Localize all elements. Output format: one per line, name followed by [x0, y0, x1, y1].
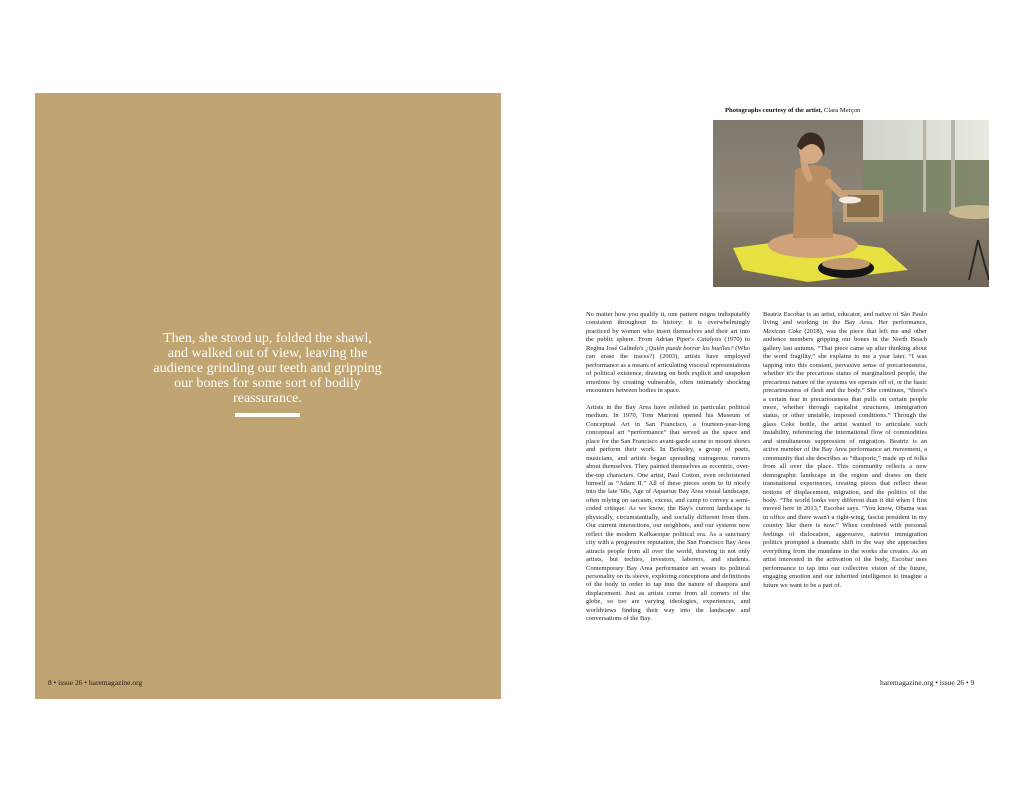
artwork-title: Mexican Coke: [763, 327, 802, 335]
artwork-title: ¿Quién puede borrar las huellas?: [645, 344, 734, 352]
photo-credit: [725, 107, 860, 114]
article-column-2: [763, 311, 927, 598]
pull-quote-line: and walked out of view, leaving the: [167, 346, 368, 361]
pull-quote-line: audience grinding our teeth and gripping: [153, 361, 382, 376]
page-folio-right: haremagazine.org • issue 26 • 9: [880, 678, 975, 687]
pull-quote-divider: [235, 413, 300, 417]
pull-quote-line: our bones for some sort of bodily: [174, 376, 361, 391]
article-paragraph: Artists in the Bay Area have relished in particular political medium. In 1970, Tom Marioni opened his Museum of Conceptual Art in San Francisco, a fourteen-year-long conceptual art “performance” that served as the space and place for the San Francisco avant-garde scene to mount shows and perform their work. In Berkeley, a group of poets, musicians, and artists began spreading outrageous rumors about themselves. They painted themselves as eccentric, over-the-top characters. One artist, Paul Cotton, even rechristened himself as “Adam II.” All of these pieces seem to fit nicely into the late '60s, Age of Aquarius Bay Area visual landscape, often relying on sarcasm, excess, and camp to convey a semi-coded critique. As we know, the Bay's current landscape is physically, circumstantially, and socially different from then. Our current interactions, our neighbors, and our systems now reflect the modern Kafkaesque political era. As a sanctuary city with a progressive reputation, the San Francisco Bay Area attracts people from all over the world, drawing in not only artists, but techies, investors, laborers, and students. Contemporary Bay Area performance art wears its political personality on its sleeve, exploring conceptions and definitions of the body in order to tap into the nature of diaspora and displacement. Just as artists come from all corners of the globe, so too are varying ideologies, experiences, and worldviews finding their way into the landscape and conversations of the Bay.: [586, 403, 750, 623]
article-paragraph: [586, 311, 750, 396]
text-run: (2018), was the piece that left me and other audience members gripping our bones in the North Beach gallery last autumn. “That piece came up after thinking about the word fragility,” she explains to me a year later. “I was tapping into this constant, pervasive sense of precariousness, whether it's the precarious status of marginalized people, the precarious nature of the systems we operate off of, or the basic precariousness of flesh and the body.” She continues, “there's a certain fear in precariousness that pulls on certain people more, whether through capitalist structures, immigration status, or other unstable, imposed conditions.” Through the glass Coke bottle, the artist wanted to articulate such instability, referencing the international flow of commodities and simultaneous suppression of migration. Beatriz is an active member of the Bay Area performance art movement, a community that she describes as “diasporic,” made up of folks from all over the place. This community reflects a new demographic landscape in the region and draws on their transnational experiences, creating pieces that reflect these notions of displacement, migration, and the politics of the body. “The world looks very different than it did when I first moved here in 2013,” Escobar says. “You know, Obama was in office and there wasn't a right-wing, fascist president in my country like there is now.” When combined with personal feelings of dislocation, aggressive, nativist immigration politics prompted a dramatic shift in the way she approaches everything from the mundane to the works she creates. As an artist interested in the activation of the body, Escobar uses performance to tap into our collective vision of the future, engaging emotion and our inherited intelligence to imagine a future we want to be a part of.: [763, 327, 927, 589]
photo-credit-label: Photographs courtesy of the artist,: [725, 107, 823, 114]
article-column-1: [586, 311, 750, 632]
text-run: (1970) to Regina José Galindo's: [586, 336, 750, 352]
pull-quote: [125, 331, 410, 406]
article-paragraph: [763, 311, 927, 590]
pull-quote-line: Then, she stood up, folded the shawl,: [163, 331, 372, 346]
text-run: No matter how you qualify it, one pattern reigns indisputably consistent throughout its history: it is overwhelmingly practiced by women who insert themselves and their art into the public sphere. From Adrian Piper's: [586, 311, 750, 344]
text-run: (Who can erase the traces?) (2003), artists have employed performance as a means of articulating visceral representations of political existence, drawing on both explicit and unspoken emotions by creating vulnerable, often intimately shocking encounters between bodies in space.: [586, 344, 750, 395]
photo-credit-name: Clara Merçon: [823, 107, 861, 114]
photo-performer-eating-image: [713, 120, 989, 287]
text-run: Beatriz Escobar is an artist, educator, and native of São Paulo living and working in the Bay Area. Her performance,: [763, 311, 927, 327]
artwork-title: Catalysis: [697, 336, 722, 344]
photo-illustration: [713, 120, 989, 287]
pull-quote-line: reassurance.: [233, 391, 302, 406]
page-folio-left: 8 • issue 26 • haremagazine.org: [48, 678, 143, 687]
